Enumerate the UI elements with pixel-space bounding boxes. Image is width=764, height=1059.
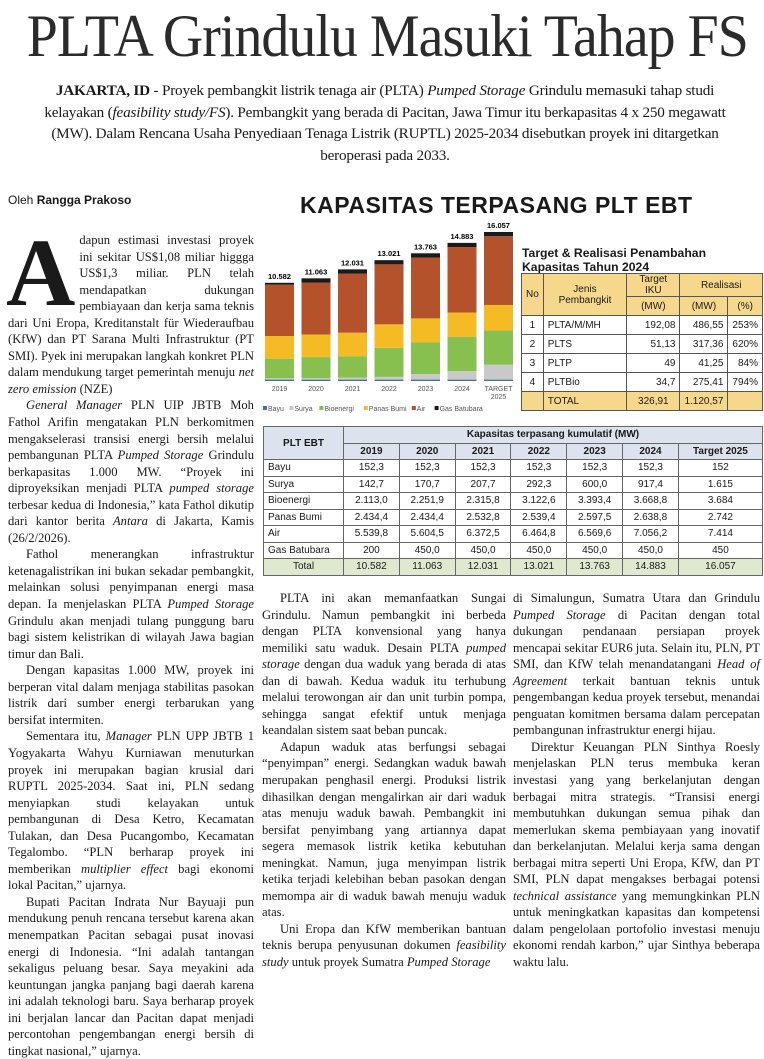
- table-cell: 5.604,5: [399, 526, 455, 543]
- legend-swatch: [435, 406, 439, 410]
- bar-segment-air: [265, 285, 294, 336]
- table-cell: 6.372,5: [455, 526, 511, 543]
- text-segment: multiplier effect: [81, 861, 169, 876]
- bar-segment-panas-bumi: [265, 336, 294, 359]
- legend-swatch: [289, 406, 293, 410]
- bar-segment-bioenergi: [302, 357, 331, 378]
- bar-segment-bioenergi: [265, 359, 294, 379]
- paragraph: [8, 728, 254, 893]
- table-cell: 2.251,9: [399, 493, 455, 510]
- text-segment: PLTA ini akan memanfaatkan Sungai Grindulu. Namun pembangkit ini berbeda dengan PLTA konvensional yang hanya memiliki satu waduk. Desain PLTA: [262, 591, 506, 655]
- total-row: [522, 392, 763, 411]
- bar-segment-panas-bumi: [302, 335, 331, 358]
- table-cell: PLTBio: [543, 373, 626, 392]
- table-cell: 152,3: [399, 460, 455, 477]
- x-tick-label: 2022: [381, 386, 397, 393]
- table-cell: 2.315,8: [455, 493, 511, 510]
- bar-segment-air: [484, 236, 513, 305]
- text-segment: technical assistance: [513, 888, 617, 903]
- bar-segment-surya: [302, 378, 331, 380]
- bar-segment-gas-batubara: [375, 260, 404, 264]
- table-cell: 2.597,5: [567, 509, 623, 526]
- table-cell: 450,0: [511, 542, 567, 559]
- year-header: Target 2025: [678, 443, 762, 460]
- header-jenis: Jenis Pembangkit: [543, 274, 626, 316]
- total-label: 12.031: [341, 258, 364, 268]
- table-cell: 1.615: [678, 476, 762, 493]
- bar-segment-bayu: [338, 380, 367, 381]
- table-cell: 2.434,4: [344, 509, 400, 526]
- bar-segment-bayu: [375, 380, 404, 381]
- table-cell: Panas Bumi: [264, 509, 344, 526]
- table-cell: 486,55: [680, 316, 728, 335]
- x-tick-label: 2021: [344, 386, 361, 393]
- legend-label: Bayu: [268, 406, 284, 413]
- target-realisasi-table: [521, 273, 763, 411]
- table-cell: 84%: [728, 354, 763, 373]
- table-cell: 5.539,8: [344, 526, 400, 543]
- text-segment: Direktur Keuangan PLN Sinthya Roesly menjelaskan PLN terus membuka keran investasi yang yang berkelanjutan dengan berbagai mitra strategis. “Transisi energi membutuhkan dukungan semua pihak dan memerlukan skema pembiayaan yang inovatif dan berkelanjutan. Melalui kerja sama dengan berbagai mitra seperti Uni Eropa, KfW, dan PT SMI, PLN dapat mengakses berbagai potensi: [513, 739, 760, 887]
- lead-paragraph: [40, 80, 730, 166]
- table-cell: 152,3: [344, 460, 400, 477]
- stacked-bar-chart: [260, 222, 518, 422]
- year-header: 2024: [623, 443, 679, 460]
- table-cell: PLTA/M/MH: [543, 316, 626, 335]
- table-row: [264, 509, 763, 526]
- text-segment: feasibility study: [262, 938, 506, 970]
- text-segment: Pumped Storage: [117, 448, 204, 463]
- legend-label: Panas Bumi: [368, 406, 407, 413]
- paragraph: [262, 921, 506, 971]
- byline-author: Rangga Prakoso: [36, 193, 132, 207]
- text-segment: Pumped Storage: [406, 955, 491, 970]
- table-cell: 7.056,2: [623, 526, 679, 543]
- bar-segment-air: [448, 247, 477, 312]
- text-segment: net zero emission: [8, 365, 254, 396]
- legend-swatch: [412, 406, 416, 410]
- table-row: [522, 373, 763, 392]
- paragraph: [8, 894, 254, 1059]
- bar-segment-surya: [375, 377, 404, 380]
- paragraph: [513, 590, 760, 739]
- legend-label: Surya: [294, 406, 313, 413]
- table-row: [264, 476, 763, 493]
- table-cell: 600,0: [567, 476, 623, 493]
- paragraph: [513, 739, 760, 971]
- headline: PLTA Grindulu Masuki Tahap FS: [26, 3, 748, 69]
- table-cell: 34,7: [627, 373, 680, 392]
- table-cell: 51,13: [627, 335, 680, 354]
- table-cell: PLTS: [543, 335, 626, 354]
- table-cell: 152: [678, 460, 762, 477]
- header-no: No: [522, 274, 544, 316]
- paragraph: [8, 546, 254, 662]
- text-segment: Bupati Pacitan Indrata Nur Bayuaji pun mendukung penuh rencana tersebut karena akan menempatkan Pacitan sebagai pusat inovasi energi di Indonesia. “Ini adalah tantangan sekaligus peluang besar. Saya meyakini ada keuntungan jangka panjang bagi daerah karena ini adalah teknologi baru. Saya berharap proyek ini berjalan lancar dan Pacitan dapat menjadi percontohan pengembangan energi bersih di tingkat nasional,” ujarnya.: [8, 894, 254, 1058]
- text-segment: feasibility study/FS: [112, 103, 226, 121]
- bar-segment-panas-bumi: [448, 313, 477, 337]
- table-cell: 207,7: [455, 476, 511, 493]
- table-cell: 16.057: [678, 559, 762, 576]
- table-cell: 794%: [728, 373, 763, 392]
- table-cell: 450: [678, 542, 762, 559]
- bar-segment-bayu: [265, 380, 294, 381]
- target-table-title: Target & Realisasi Penambahan Kapasitas Tahun 2024: [522, 246, 707, 274]
- bar-segment-gas-batubara: [484, 232, 513, 236]
- text-segment: Manager: [105, 729, 152, 744]
- table-cell: 2.742: [678, 509, 762, 526]
- total-realisasi: 1.120,57: [680, 392, 728, 411]
- bar-segment-bioenergi: [484, 330, 513, 364]
- table-cell: 11.063: [399, 559, 455, 576]
- table-cell: 3.122,6: [511, 493, 567, 510]
- header-target: Target IKU: [627, 274, 680, 297]
- table-cell: 3.684: [678, 493, 762, 510]
- bar-segment-panas-bumi: [484, 305, 513, 330]
- header-unit: (MW): [627, 297, 680, 316]
- x-tick-label: 2024: [454, 386, 470, 393]
- table-row: [522, 316, 763, 335]
- table-cell: 2.638,8: [623, 509, 679, 526]
- table-cell: 4: [522, 373, 544, 392]
- table-row: [264, 526, 763, 543]
- text-segment: di Simalungun, Sumatra Utara dan Grindulu: [513, 591, 760, 605]
- text-segment: Head of Agreement: [513, 657, 760, 688]
- table-cell: 152,3: [511, 460, 567, 477]
- chart-title: KAPASITAS TERPASANG PLT EBT: [300, 192, 693, 218]
- table-cell: 10.582: [344, 559, 400, 576]
- table-row: [522, 335, 763, 354]
- header-group: Kapasitas terpasang kumulatif (MW): [344, 427, 763, 444]
- table-cell: 2.532,8: [455, 509, 511, 526]
- bar-segment-panas-bumi: [338, 333, 367, 357]
- bar-segment-bayu: [302, 380, 331, 381]
- table-cell: Bayu: [264, 460, 344, 477]
- table-cell: 317,36: [680, 335, 728, 354]
- bar-segment-gas-batubara: [338, 269, 367, 273]
- table-cell: 2: [522, 335, 544, 354]
- bar-segment-air: [302, 283, 331, 335]
- table-row: [264, 559, 763, 576]
- table-cell: 7.414: [678, 526, 762, 543]
- table-cell: 2.434,4: [399, 509, 455, 526]
- table-cell: 14.883: [623, 559, 679, 576]
- article-column-1: [6, 219, 255, 1059]
- table-cell: 6.464,8: [511, 526, 567, 543]
- table-cell: 450,0: [567, 542, 623, 559]
- year-header: 2021: [455, 443, 511, 460]
- bar-segment-air: [411, 257, 440, 318]
- table-cell: 450,0: [455, 542, 511, 559]
- text-segment: Pumped Storage: [427, 82, 526, 99]
- table-cell: 200: [344, 542, 400, 559]
- paragraph: [6, 219, 254, 397]
- table-cell: 3: [522, 354, 544, 373]
- bar-segment-bioenergi: [411, 343, 440, 374]
- text-segment: Fathol menerangkan infrastruktur ketenagalistrikan ini bukan sekadar pembangkit, melainkan solusi penyimpanan energi masa depan. Ia menjelaskan PLTA: [8, 547, 254, 612]
- table-cell: 3.393,4: [567, 493, 623, 510]
- total-label: 13.763: [414, 242, 437, 252]
- total-target: 326,91: [627, 392, 680, 411]
- text-segment: Antara: [112, 514, 148, 529]
- table-cell: Gas Batubara: [264, 542, 344, 559]
- table-cell: 152,3: [455, 460, 511, 477]
- dateline-separator: -: [149, 82, 162, 99]
- legend-swatch: [263, 406, 267, 410]
- total-label: 16.057: [487, 222, 510, 230]
- text-segment: General Manager: [26, 398, 123, 413]
- table-cell: 142,7: [344, 476, 400, 493]
- article-column-2: [262, 590, 506, 971]
- legend-label: Bioenergi: [324, 406, 354, 413]
- bar-segment-surya: [265, 378, 294, 379]
- year-header: 2019: [344, 443, 400, 460]
- x-tick-label: 2019: [271, 386, 288, 393]
- header-realisasi: Realisasi: [680, 274, 763, 297]
- bar-segment-air: [338, 274, 367, 333]
- table-cell: 450,0: [623, 542, 679, 559]
- text-segment: bagi ekonomi lokal Pacitan,” ujarnya.: [8, 861, 254, 893]
- x-tick-label: 2020: [308, 386, 324, 393]
- x-tick-label: TARGET 2025: [484, 386, 513, 401]
- text-segment: Adapun waduk atas berfungsi sebagai “penyimpan” energi. Sedangkan waduk bawah merupakan penghasil energi. Produksi listrik dihasilkan dengan mengalirkan air dari waduk atas menuju waduk bawah. Pembangkit ini bersifat penyimbang yang artiannya dapat segera memasok listrik ketika kebutuhan meningkat. Namun, juga menyimpan listrik ketika terjadi kelebihan beban pasokan dengan memompa air di waduk bawah menuju waduk atas.: [262, 739, 506, 920]
- text-segment: pumped storage: [262, 640, 506, 672]
- text-segment: untuk proyek Sumatra: [288, 955, 407, 970]
- text-segment: dapun estimasi investasi proyek ini sekitar US$1,08 miliar higgga US$1,3 miliar. PLN telah mendapatkan dukungan pembiayaan dan kerja sama teknis dari Uni Eropa, Kreditanstalt für Wiederaufbau (KfW) dan PT Sarana Multi Infrastruktur (PT SMI). Pyek ini merupakan langkah konkret PLN dalam mendukung target pemerintah menuju: [8, 233, 254, 380]
- table-cell: 152,3: [567, 460, 623, 477]
- text-segment: PLN UIP JBTB Moh Fathol Arifin mengatakan PLN berkomitmen mengakselerasi transisi energi bersih melalui pembangunan PLTA: [8, 398, 254, 463]
- bar-segment-bayu: [448, 380, 477, 381]
- total-label: TOTAL: [543, 392, 626, 411]
- total-label: 14.883: [450, 231, 474, 241]
- bar-segment-bayu: [484, 380, 513, 381]
- bar-segment-bayu: [411, 380, 440, 381]
- table-cell: 41,25: [680, 354, 728, 373]
- bar-segment-gas-batubara: [448, 243, 477, 247]
- text-segment: Pumped Storage: [513, 607, 606, 622]
- table-row: [264, 460, 763, 477]
- table-cell: 192,08: [627, 316, 680, 335]
- header-unit: (%): [728, 297, 763, 316]
- drop-cap: A: [6, 219, 76, 326]
- dateline: JAKARTA, ID: [55, 82, 150, 99]
- bar-segment-bioenergi: [338, 356, 367, 377]
- text-segment: Pumped Storage: [167, 597, 254, 612]
- x-tick-label: 2023: [417, 386, 434, 393]
- table-cell: 152,3: [623, 460, 679, 477]
- text-segment: pumped storage: [169, 481, 254, 496]
- bar-segment-panas-bumi: [411, 318, 440, 342]
- byline: [8, 193, 131, 207]
- legend-swatch: [364, 406, 368, 410]
- bar-segment-gas-batubara: [302, 278, 331, 282]
- bar-segment-gas-batubara: [411, 253, 440, 257]
- table-row: [264, 542, 763, 559]
- table-cell: 3.668,8: [623, 493, 679, 510]
- table-cell: PLTP: [543, 354, 626, 373]
- text-segment: Grindulu berkapasitas 1.000 MW. “Proyek ini diproyeksikan menjadi PLTA: [8, 448, 255, 496]
- legend-label: Air: [416, 406, 426, 413]
- table-cell: 12.031: [455, 559, 511, 576]
- text-segment: PLN UPP JBTB 1 Yogyakarta Wahyu Kurniawan menuturkan proyek ini merupakan bagian krusial dari RUPTL 2025-2034. Saat ini, PLN sedang menyiapkan studi kelayakan untuk pembangunan di Desa Ketro, Kecamatan Tulakan, dan Desa Pucangombo, Kecamatan Tegalombo. “PLN berharap proyek ini memberikan: [8, 729, 255, 876]
- text-segment: ). Pembangkit yang berada di Pacitan, Jawa Timur itu berkapasitas 4 x 250 megawatt (MW). Dalam Rencana Usaha Penyediaan Tenaga Listrik (RUPTL) 2025-2034 disebutkan proyek ini ditargetkan beroperasi pada 2033.: [51, 103, 726, 164]
- total-label: 11.063: [304, 267, 328, 277]
- table-row: [522, 354, 763, 373]
- table-row: [264, 493, 763, 510]
- table-cell: 1: [522, 316, 544, 335]
- legend-swatch: [319, 406, 323, 410]
- table-cell: 450,0: [399, 542, 455, 559]
- table-cell: 2.113,0: [344, 493, 400, 510]
- table-cell: 620%: [728, 335, 763, 354]
- table-cell: 292,3: [511, 476, 567, 493]
- paragraph: [262, 739, 506, 921]
- paragraph: [8, 662, 254, 728]
- year-header: 2020: [399, 443, 455, 460]
- year-header: 2023: [567, 443, 623, 460]
- bar-segment-surya: [338, 378, 367, 380]
- table-cell: Surya: [264, 476, 344, 493]
- text-segment: (NZE): [76, 381, 113, 396]
- year-header: 2022: [511, 443, 567, 460]
- text-segment: di Pacitan dengan total dukungan pendanaan persiapan proyek mencapai sekitar EUR6 juta. Selain itu, PLN, PT SMI, dan KfW telah menandatangani: [513, 607, 760, 672]
- table-cell: 2.539,4: [511, 509, 567, 526]
- text-segment: Grindulu memasuki tahap studi kelayakan (: [44, 82, 715, 121]
- bar-segment-bioenergi: [448, 337, 477, 371]
- bar-segment-bioenergi: [375, 348, 404, 377]
- bar-segment-gas-batubara: [265, 283, 294, 285]
- text-segment: terbesar kedua di Indonesia,” kata Fathol dikutip dari kantor berita: [8, 497, 254, 529]
- bar-segment-panas-bumi: [375, 324, 404, 348]
- bar-segment-surya: [484, 365, 513, 380]
- text-segment: Proyek pembangkit listrik tenaga air (PLTA): [161, 82, 428, 99]
- table-cell: 170,7: [399, 476, 455, 493]
- bar-segment-surya: [411, 374, 440, 380]
- table-cell: 49: [627, 354, 680, 373]
- text-segment: Uni Eropa dan KfW memberikan bantuan teknis berupa penyusunan dokumen: [262, 921, 506, 953]
- legend-label: Gas Batubara: [439, 406, 483, 413]
- text-segment: yang memungkinkan PLN untuk meningkatkan kapasitas dan kompetensi dalam pengelolaan portofolio investasi menuju ekonomi rendah karbon,” ujar Sinthya beberapa waktu lalu.: [513, 888, 760, 970]
- table-cell: 13.763: [567, 559, 623, 576]
- header-plt-ebt: PLT EBT: [264, 427, 344, 460]
- capacity-table: [263, 426, 763, 576]
- table-cell: 13.021: [511, 559, 567, 576]
- total-label: 13.021: [377, 249, 401, 259]
- table-cell: Total: [264, 559, 344, 576]
- text-segment: Dengan kapasitas 1.000 MW, proyek ini berperan vital dalam menjaga stabilitas pasokan listrik dari sumber energi terbarukan yang bersifat intermiten.: [8, 663, 254, 727]
- bar-segment-air: [375, 264, 404, 324]
- text-segment: Grindulu akan menjadi tulang punggung baru bagi sistem kelistrikan di wilayah Jawa bagian timur dan Bali.: [8, 613, 254, 661]
- text-segment: Sementara itu,: [26, 729, 106, 744]
- table-cell: Bioenergi: [264, 493, 344, 510]
- text-segment: di Jakarta, Kamis (26/2/2026).: [8, 514, 254, 545]
- table-cell: 6.569,6: [567, 526, 623, 543]
- article-column-3: [513, 590, 760, 971]
- byline-prefix: Oleh: [8, 193, 37, 207]
- total-label: 10.582: [268, 271, 291, 281]
- paragraph: [262, 590, 506, 739]
- table-cell: 275,41: [680, 373, 728, 392]
- bar-segment-surya: [448, 371, 477, 380]
- text-segment: dengan dua waduk yang berada di atas dan di bawah. Kedua waduk itu terhubung melalui terowongan air dan unit turbin pompa, sehingga sangat efektif untuk menjaga keandalan sistem saat beban puncak.: [262, 657, 506, 738]
- paragraph: [8, 397, 254, 546]
- text-segment: terkait bantuan teknis untuk pengembangan kedua proyek tersebut, menandai penguatan komitmen bersama dalam percepatan pembangunan infrastruktur energi hijau.: [513, 673, 760, 738]
- table-cell: 253%: [728, 316, 763, 335]
- table-cell: 917,4: [623, 476, 679, 493]
- table-cell: Air: [264, 526, 344, 543]
- header-unit: (MW): [680, 297, 728, 316]
